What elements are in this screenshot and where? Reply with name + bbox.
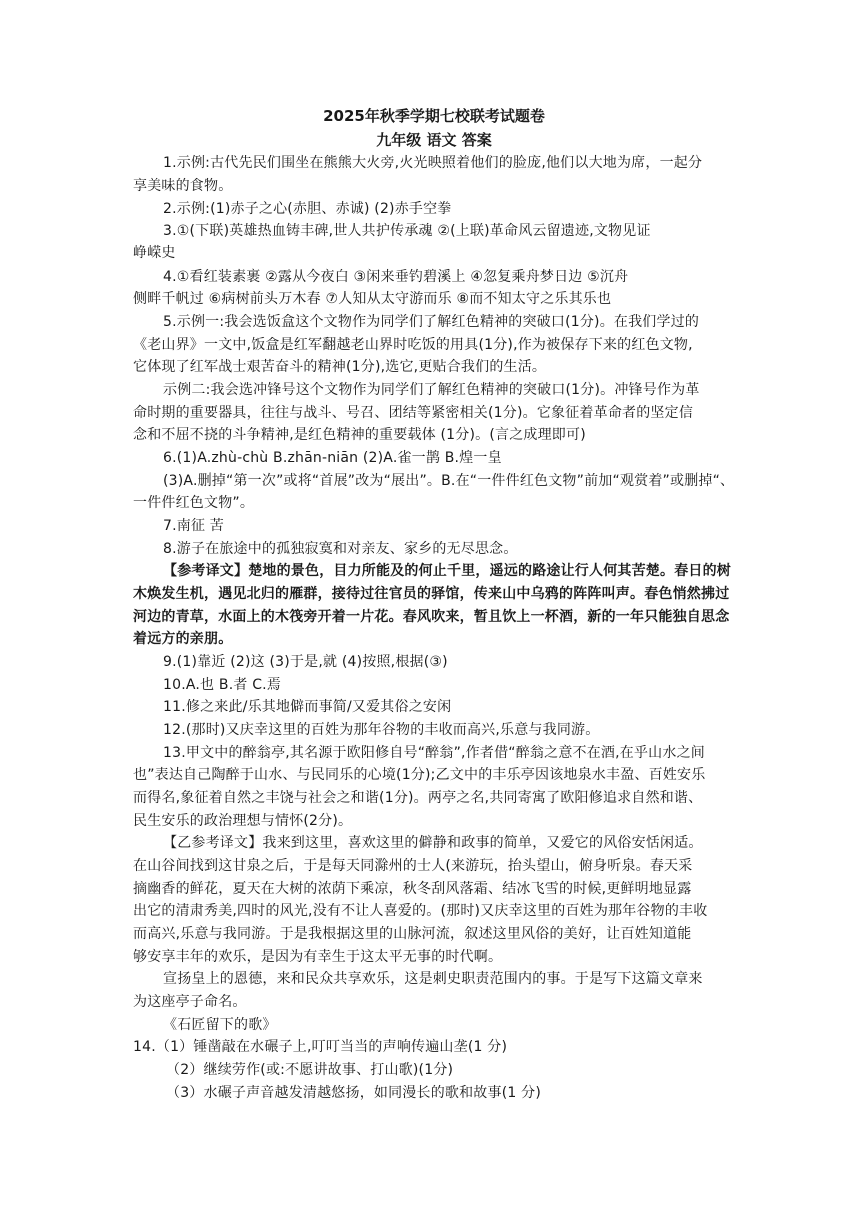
translation-line: 木焕发生机，遇见北归的雁群，接待过往官员的驿馆，传来山中乌鸦的阵阵叫声。春色悄然拂过 [133,586,730,602]
answer-line: 4.①看红装素裹 ②露从今夜白 ③闲来垂钓碧溪上 ④忽复乘舟梦日边 ⑤沉舟 [163,269,629,285]
answer-line: 侧畔千帆过 ⑥病树前头万木春 ⑦人知从太守游而乐 ⑧而不知太守之乐其乐也 [133,291,612,307]
answer-line: 6.(1)A.zhù-chù B.zhān-niān (2)A.雀一鹊 B.煌一皇 [163,450,502,466]
translation-line: 河边的青草，水面上的木筏旁开着一片花。春风吹来，暂且饮上一杯酒，新的一年只能独自思念 [133,609,730,625]
answer-line: 享美味的食物。 [133,178,233,194]
answer-line: 13.甲文中的醉翁亭,其名源于欧阳修自号“醉翁”,作者借“醉翁之意不在酒,在乎山水之间 [163,745,705,761]
translation-line: 摘幽香的鲜花，夏天在大树的浓荫下乘凉，秋冬刮风落霜、结冰飞雪的时候,更鲜明地显露 [133,881,692,897]
translation-line: 【参考译文】楚地的景色，目力所能及的何止千里，遥远的路途让行人何其苦楚。春日的树 [163,563,731,579]
answer-line: 11.修之来此/乐其地僻而事简/又爱其俗之安闲 [163,699,452,715]
answer-line: 命时期的重要器具，往往与战斗、号召、团结等紧密相关(1分)。它象征着革命者的坚定信 [133,405,694,421]
translation-line: 宣扬皇上的恩德，来和民众共享欢乐，这是刺史职责范围内的事。于是写下这篇文章来 [163,971,703,987]
answer-line: 峥嵘史 [133,245,176,261]
translation-line: 够安享丰年的欢乐，是因为有幸生于这太平无事的时代啊。 [133,949,503,965]
answer-line: 5.示例一:我会选饭盒这个文物作为同学们了解红色精神的突破口(1分)。在我们学过的 [163,314,700,330]
answer-line: 它体现了红军战士艰苦奋斗的精神(1分),选它,更贴合我们的生活。 [133,359,547,375]
answer-line: 3.①(下联)英雄热血铸丰碑,世人共护传承魂 ②(上联)革命风云留遗迹,文物见证 [163,223,651,239]
answer-line: 1.示例:古代先民们围坐在熊熊大火旁,火光映照着他们的脸庞,他们以大地为席，一起分 [163,155,703,171]
section-title: 《石匠留下的歌》 [163,1017,277,1033]
translation-line: 而高兴,乐意与我同游。于是我根据这里的山脉河流，叙述这里风俗的美好，让百姓知道能 [133,926,692,942]
answer-line: 14.（1）锤凿敲在水碾子上,叮叮当当的声响传遍山垄(1 分) [133,1039,508,1055]
translation-line: 在山谷间找到这甘泉之后，于是每天同滁州的士人(来游玩，抬头望山，俯身听泉。春天采 [133,858,693,874]
translation-line: 出它的清肃秀美,四时的风光,没有不让人喜爱的。(那时)又庆幸这里的百姓为那年谷物的丰收 [133,903,708,919]
answer-line: 12.(那时)又庆幸这里的百姓为那年谷物的丰收而高兴,乐意与我同游。 [163,722,600,738]
answer-line: (3)A.删掉“第一次”或将“首展”改为“展出”。B.在“一件件红色文物”前加“观赏着”或删掉“、 [163,473,735,489]
answer-line: 7.南征 苦 [163,518,225,534]
translation-line: 着远方的亲朋。 [133,631,233,647]
answer-line: 10.A.也 B.者 C.焉 [163,677,282,693]
answer-line: 民生安乐的政治理想与情怀(2分)。 [133,813,353,829]
answer-line: 2.示例:(1)赤子之心(赤胆、赤诚) (2)赤手空拳 [163,201,452,217]
answer-line: 一件件红色文物”。 [133,495,255,511]
page-title: 2025年秋季学期七校联考试题卷 [323,107,545,125]
answer-line: 念和不屈不挠的斗争精神,是红色精神的重要载体 (1分)。(言之成理即可) [133,427,586,443]
answer-line: 而得名,象征着自然之丰饶与社会之和谐(1分)。两亭之名,共同寄寓了欧阳修追求自然和谐、 [133,790,703,806]
answer-line: 9.(1)靠近 (2)这 (3)于是,就 (4)按照,根据(③) [163,654,448,670]
answer-line: 也”表达自己陶醉于山水、与民同乐的心境(1分);乙文中的丰乐亭因该地泉水丰盈、百姓安乐 [133,767,706,783]
answer-line: 《老山界》一文中,饭盒是红军翻越老山界时吃饭的用具(1分),作为被保存下来的红色文物, [133,337,693,353]
translation-line: 【乙参考译文】我来到这里，喜欢这里的僻静和政事的简单，又爱它的风俗安恬闲适。 [163,835,703,851]
answer-line: （2）继续劳作(或:不愿讲故事、打山歌)(1分) [166,1062,454,1078]
translation-line: 为这座亭子命名。 [133,994,247,1010]
answer-line: （3）水碾子声音越发清越悠扬，如同漫长的歌和故事(1 分) [166,1085,541,1101]
answer-line: 示例二:我会选冲锋号这个文物作为同学们了解红色精神的突破口(1分)。冲锋号作为革 [163,382,700,398]
page-subtitle: 九年级 语文 答案 [376,131,492,149]
answer-line: 8.游子在旅途中的孤独寂寞和对亲友、家乡的无尽思念。 [163,541,518,557]
